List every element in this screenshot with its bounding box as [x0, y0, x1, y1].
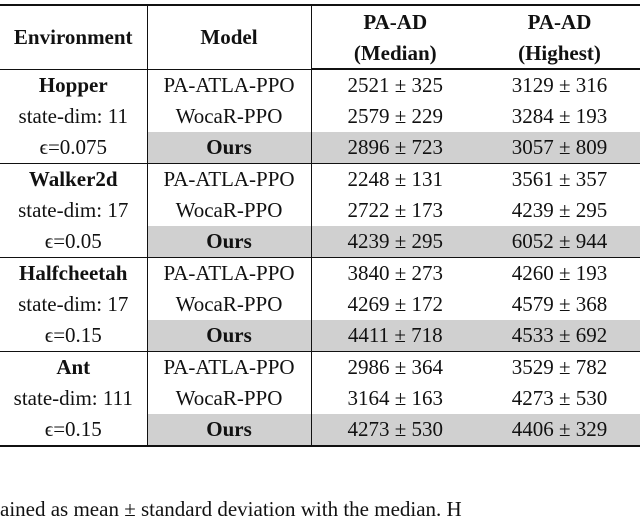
- highest-value: 3561 ± 357: [479, 164, 640, 196]
- header-highest-line2: (Highest): [479, 38, 640, 69]
- env-name: Ant: [0, 352, 147, 384]
- env-statedim: state-dim: 17: [0, 195, 147, 226]
- model-name: Ours: [147, 320, 311, 352]
- env-epsilon: ϵ=0.15: [0, 320, 147, 352]
- table-row: [0, 69, 640, 101]
- table-row-ours: [0, 414, 640, 446]
- env-name: Walker2d: [0, 164, 147, 196]
- env-name: Halfcheetah: [0, 258, 147, 290]
- table-row: [0, 289, 640, 320]
- highest-value: 4239 ± 295: [511, 198, 608, 222]
- table-row-ours: [0, 226, 640, 258]
- env-epsilon: ϵ=0.075: [0, 132, 147, 164]
- env-statedim: state-dim: 11: [0, 101, 147, 132]
- highest-value: 3284 ± 193: [511, 104, 608, 128]
- table-row: [0, 258, 640, 290]
- env-statedim: state-dim: 111: [0, 383, 147, 414]
- env-name: Hopper: [0, 69, 147, 101]
- caption-text: ained as mean ± standard deviation with the median. H: [0, 497, 462, 521]
- table-row-ours: [0, 132, 640, 164]
- median-value: 2896 ± 723: [311, 132, 479, 164]
- highest-value: 4579 ± 368: [511, 292, 608, 316]
- highest-value: 3129 ± 316: [479, 69, 640, 101]
- table-row-ours: [0, 320, 640, 352]
- median-value: 4239 ± 295: [311, 226, 479, 258]
- model-name: WocaR-PPO: [147, 101, 311, 132]
- highest-value: 4406 ± 329: [479, 414, 640, 446]
- median-value: 2579 ± 229: [347, 104, 444, 128]
- model-name: WocaR-PPO: [147, 289, 311, 320]
- highest-value: 3529 ± 782: [479, 352, 640, 384]
- table-row: [0, 195, 640, 226]
- env-epsilon: ϵ=0.15: [0, 414, 147, 446]
- model-name: PA-ATLA-PPO: [147, 164, 311, 196]
- header-median-line1: PA-AD: [311, 5, 479, 38]
- header-median-line2: (Median): [311, 38, 479, 69]
- header-highest-line1: PA-AD: [479, 5, 640, 38]
- median-value: 4411 ± 718: [311, 320, 479, 352]
- header-model: Model: [147, 5, 311, 69]
- median-value: 3164 ± 163: [347, 386, 444, 410]
- median-value: 4273 ± 530: [311, 414, 479, 446]
- median-value: 2722 ± 173: [347, 198, 444, 222]
- results-table: [0, 4, 640, 447]
- highest-value: 4273 ± 530: [511, 386, 608, 410]
- model-name: PA-ATLA-PPO: [147, 69, 311, 101]
- median-value: 4269 ± 172: [347, 292, 444, 316]
- highest-value: 4533 ± 692: [479, 320, 640, 352]
- model-name: Ours: [147, 226, 311, 258]
- env-statedim: state-dim: 17: [0, 289, 147, 320]
- model-name: WocaR-PPO: [147, 195, 311, 226]
- median-value: 2248 ± 131: [311, 164, 479, 196]
- highest-value: 6052 ± 944: [479, 226, 640, 258]
- table-row: [0, 101, 640, 132]
- highest-value: 4260 ± 193: [479, 258, 640, 290]
- table-row: [0, 352, 640, 384]
- model-name: Ours: [147, 414, 311, 446]
- model-name: PA-ATLA-PPO: [147, 258, 311, 290]
- header-environment: Environment: [0, 5, 147, 69]
- model-name: Ours: [147, 132, 311, 164]
- env-epsilon: ϵ=0.05: [0, 226, 147, 258]
- model-name: PA-ATLA-PPO: [147, 352, 311, 384]
- median-value: 2521 ± 325: [311, 69, 479, 101]
- median-value: 2986 ± 364: [311, 352, 479, 384]
- median-value: 3840 ± 273: [311, 258, 479, 290]
- table-row: [0, 164, 640, 196]
- model-name: WocaR-PPO: [147, 383, 311, 414]
- highest-value: 3057 ± 809: [479, 132, 640, 164]
- table-row: [0, 383, 640, 414]
